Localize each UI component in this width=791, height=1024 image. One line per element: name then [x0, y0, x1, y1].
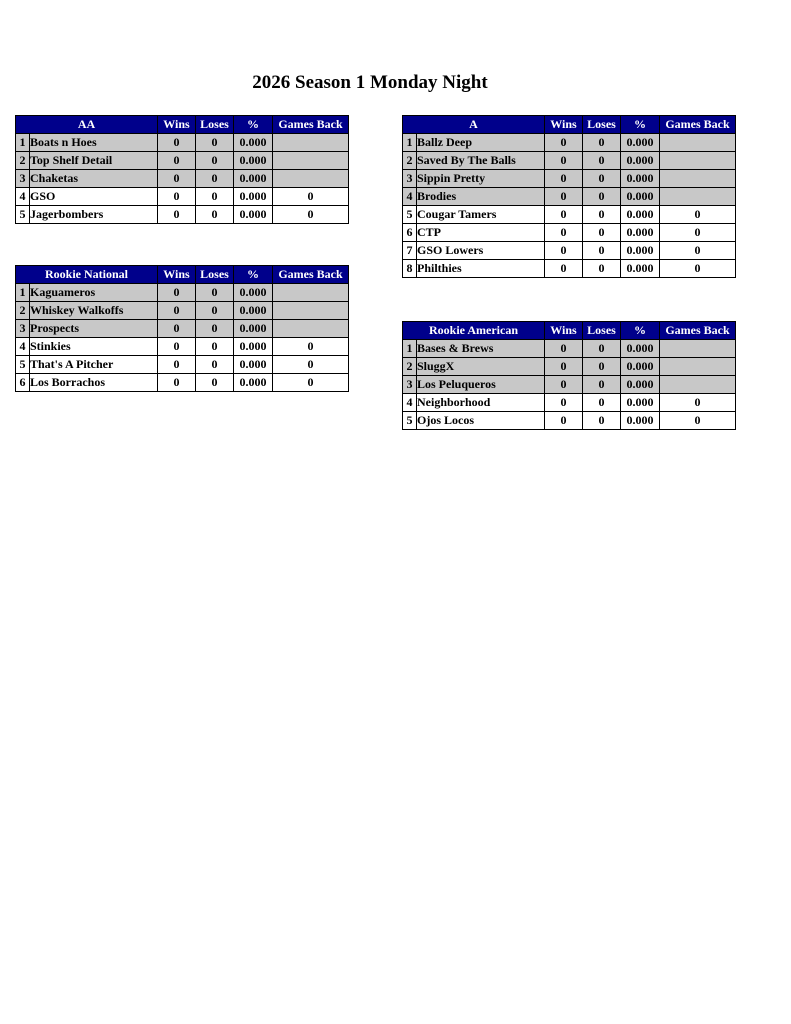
wins-cell: 0	[545, 188, 583, 206]
wins-cell: 0	[545, 412, 583, 430]
pct-cell: 0.000	[621, 134, 660, 152]
loses-header: Loses	[583, 116, 621, 134]
team-name: Ojos Locos	[417, 412, 545, 430]
pct-cell: 0.000	[621, 260, 660, 278]
table-row	[403, 394, 736, 412]
games-back-cell: 0	[660, 394, 736, 412]
table-row	[16, 188, 349, 206]
pct-header: %	[234, 116, 273, 134]
division-name: AA	[16, 116, 158, 134]
games-back-cell: 0	[273, 188, 349, 206]
loses-cell: 0	[583, 412, 621, 430]
loses-cell: 0	[583, 242, 621, 260]
pct-cell: 0.000	[621, 412, 660, 430]
wins-cell: 0	[158, 356, 196, 374]
wins-cell: 0	[545, 134, 583, 152]
team-name: Ballz Deep	[417, 134, 545, 152]
team-name: Whiskey Walkoffs	[30, 302, 158, 320]
table-row	[16, 134, 349, 152]
loses-cell: 0	[583, 170, 621, 188]
games-back-header: Games Back	[273, 266, 349, 284]
rank-cell: 3	[403, 170, 417, 188]
loses-header: Loses	[196, 116, 234, 134]
loses-cell: 0	[583, 134, 621, 152]
team-name: SluggX	[417, 358, 545, 376]
table-header-row	[403, 322, 736, 340]
loses-cell: 0	[583, 260, 621, 278]
team-name: Prospects	[30, 320, 158, 338]
rank-cell: 3	[16, 170, 30, 188]
games-back-cell: 0	[660, 412, 736, 430]
pct-cell: 0.000	[621, 358, 660, 376]
rank-cell: 2	[16, 302, 30, 320]
wins-cell: 0	[545, 242, 583, 260]
wins-header: Wins	[545, 322, 583, 340]
division-name: Rookie National	[16, 266, 158, 284]
table-row	[16, 356, 349, 374]
standings-table-rookie-national	[15, 265, 349, 392]
rank-cell: 1	[403, 134, 417, 152]
wins-cell: 0	[158, 302, 196, 320]
games-back-cell	[273, 134, 349, 152]
rank-cell: 4	[403, 188, 417, 206]
pct-cell: 0.000	[234, 302, 273, 320]
rank-cell: 4	[16, 338, 30, 356]
games-back-cell	[660, 376, 736, 394]
games-back-cell	[660, 188, 736, 206]
rank-cell: 4	[16, 188, 30, 206]
pct-cell: 0.000	[621, 206, 660, 224]
table-row	[403, 224, 736, 242]
table-header-row	[403, 116, 736, 134]
pct-cell: 0.000	[234, 338, 273, 356]
pct-cell: 0.000	[621, 242, 660, 260]
games-back-cell	[273, 152, 349, 170]
loses-cell: 0	[196, 338, 234, 356]
rank-cell: 1	[16, 284, 30, 302]
pct-header: %	[234, 266, 273, 284]
games-back-cell: 0	[660, 206, 736, 224]
table-row	[403, 170, 736, 188]
team-name: Los Borrachos	[30, 374, 158, 392]
games-back-cell: 0	[660, 242, 736, 260]
wins-cell: 0	[545, 170, 583, 188]
team-name: GSO Lowers	[417, 242, 545, 260]
games-back-cell	[273, 302, 349, 320]
pct-cell: 0.000	[234, 374, 273, 392]
wins-header: Wins	[545, 116, 583, 134]
loses-cell: 0	[196, 206, 234, 224]
wins-cell: 0	[158, 188, 196, 206]
table-row	[16, 374, 349, 392]
table-row	[16, 170, 349, 188]
wins-cell: 0	[545, 224, 583, 242]
wins-cell: 0	[545, 394, 583, 412]
games-back-cell	[273, 320, 349, 338]
rank-cell: 6	[16, 374, 30, 392]
team-name: Philthies	[417, 260, 545, 278]
pct-header: %	[621, 116, 660, 134]
table-row	[16, 338, 349, 356]
table-row	[403, 242, 736, 260]
table-row	[403, 412, 736, 430]
loses-cell: 0	[583, 340, 621, 358]
loses-cell: 0	[583, 376, 621, 394]
table-row	[403, 260, 736, 278]
pct-cell: 0.000	[234, 152, 273, 170]
wins-cell: 0	[158, 152, 196, 170]
loses-cell: 0	[583, 188, 621, 206]
standings-table-aa	[15, 115, 349, 224]
loses-cell: 0	[196, 320, 234, 338]
table-row	[16, 302, 349, 320]
team-name: Kaguameros	[30, 284, 158, 302]
pct-cell: 0.000	[621, 224, 660, 242]
games-back-header: Games Back	[660, 116, 736, 134]
standings-table-a	[402, 115, 736, 278]
games-back-header: Games Back	[660, 322, 736, 340]
loses-cell: 0	[196, 152, 234, 170]
games-back-cell	[273, 170, 349, 188]
games-back-cell: 0	[273, 206, 349, 224]
division-name: A	[403, 116, 545, 134]
team-name: Neighborhood	[417, 394, 545, 412]
wins-cell: 0	[545, 152, 583, 170]
pct-cell: 0.000	[621, 376, 660, 394]
pct-cell: 0.000	[234, 320, 273, 338]
wins-cell: 0	[158, 134, 196, 152]
games-back-cell	[660, 358, 736, 376]
table-header-row	[16, 266, 349, 284]
loses-header: Loses	[583, 322, 621, 340]
rank-cell: 4	[403, 394, 417, 412]
rank-cell: 7	[403, 242, 417, 260]
team-name: Stinkies	[30, 338, 158, 356]
wins-cell: 0	[545, 260, 583, 278]
team-name: Brodies	[417, 188, 545, 206]
wins-cell: 0	[158, 170, 196, 188]
rank-cell: 2	[403, 358, 417, 376]
team-name: Saved By The Balls	[417, 152, 545, 170]
games-back-cell	[660, 340, 736, 358]
rank-cell: 2	[403, 152, 417, 170]
team-name: Cougar Tamers	[417, 206, 545, 224]
team-name: Los Peluqueros	[417, 376, 545, 394]
pct-cell: 0.000	[621, 394, 660, 412]
wins-cell: 0	[158, 320, 196, 338]
games-back-cell: 0	[273, 374, 349, 392]
loses-cell: 0	[196, 356, 234, 374]
table-row	[403, 134, 736, 152]
table-row	[16, 320, 349, 338]
rank-cell: 6	[403, 224, 417, 242]
team-name: CTP	[417, 224, 545, 242]
loses-cell: 0	[583, 152, 621, 170]
games-back-cell: 0	[660, 260, 736, 278]
wins-cell: 0	[158, 206, 196, 224]
table-row	[403, 376, 736, 394]
rank-cell: 1	[16, 134, 30, 152]
team-name: Sippin Pretty	[417, 170, 545, 188]
wins-cell: 0	[158, 338, 196, 356]
rank-cell: 1	[403, 340, 417, 358]
games-back-header: Games Back	[273, 116, 349, 134]
rank-cell: 3	[16, 320, 30, 338]
team-name: Chaketas	[30, 170, 158, 188]
table-row	[16, 284, 349, 302]
pct-cell: 0.000	[234, 170, 273, 188]
rank-cell: 5	[16, 206, 30, 224]
team-name: Boats n Hoes	[30, 134, 158, 152]
table-row	[403, 188, 736, 206]
team-name: Bases & Brews	[417, 340, 545, 358]
rank-cell: 5	[403, 206, 417, 224]
wins-cell: 0	[158, 374, 196, 392]
standings-table-rookie-american	[402, 321, 736, 430]
wins-cell: 0	[545, 206, 583, 224]
pct-cell: 0.000	[621, 340, 660, 358]
table-row	[403, 152, 736, 170]
games-back-cell	[660, 134, 736, 152]
wins-header: Wins	[158, 116, 196, 134]
loses-cell: 0	[583, 394, 621, 412]
wins-cell: 0	[545, 376, 583, 394]
pct-cell: 0.000	[234, 188, 273, 206]
rank-cell: 8	[403, 260, 417, 278]
loses-cell: 0	[583, 206, 621, 224]
pct-cell: 0.000	[234, 356, 273, 374]
pct-cell: 0.000	[621, 188, 660, 206]
pct-cell: 0.000	[234, 284, 273, 302]
pct-cell: 0.000	[621, 152, 660, 170]
table-row	[16, 206, 349, 224]
rank-cell: 5	[16, 356, 30, 374]
table-header-row	[16, 116, 349, 134]
pct-cell: 0.000	[234, 134, 273, 152]
games-back-cell	[660, 170, 736, 188]
table-row	[403, 340, 736, 358]
wins-cell: 0	[158, 284, 196, 302]
loses-cell: 0	[196, 134, 234, 152]
rank-cell: 5	[403, 412, 417, 430]
team-name: Top Shelf Detail	[30, 152, 158, 170]
loses-cell: 0	[196, 188, 234, 206]
loses-cell: 0	[196, 284, 234, 302]
loses-cell: 0	[583, 358, 621, 376]
wins-header: Wins	[158, 266, 196, 284]
loses-cell: 0	[196, 170, 234, 188]
rank-cell: 2	[16, 152, 30, 170]
rank-cell: 3	[403, 376, 417, 394]
division-name: Rookie American	[403, 322, 545, 340]
pct-cell: 0.000	[621, 170, 660, 188]
loses-cell: 0	[196, 302, 234, 320]
loses-cell: 0	[583, 224, 621, 242]
pct-cell: 0.000	[234, 206, 273, 224]
team-name: That's A Pitcher	[30, 356, 158, 374]
games-back-cell: 0	[273, 356, 349, 374]
games-back-cell: 0	[273, 338, 349, 356]
loses-header: Loses	[196, 266, 234, 284]
team-name: GSO	[30, 188, 158, 206]
wins-cell: 0	[545, 358, 583, 376]
wins-cell: 0	[545, 340, 583, 358]
games-back-cell: 0	[660, 224, 736, 242]
games-back-cell	[660, 152, 736, 170]
games-back-cell	[273, 284, 349, 302]
team-name: Jagerbombers	[30, 206, 158, 224]
pct-header: %	[621, 322, 660, 340]
loses-cell: 0	[196, 374, 234, 392]
table-row	[403, 206, 736, 224]
page-title: 2026 Season 1 Monday Night	[252, 72, 488, 93]
table-row	[403, 358, 736, 376]
table-row	[16, 152, 349, 170]
